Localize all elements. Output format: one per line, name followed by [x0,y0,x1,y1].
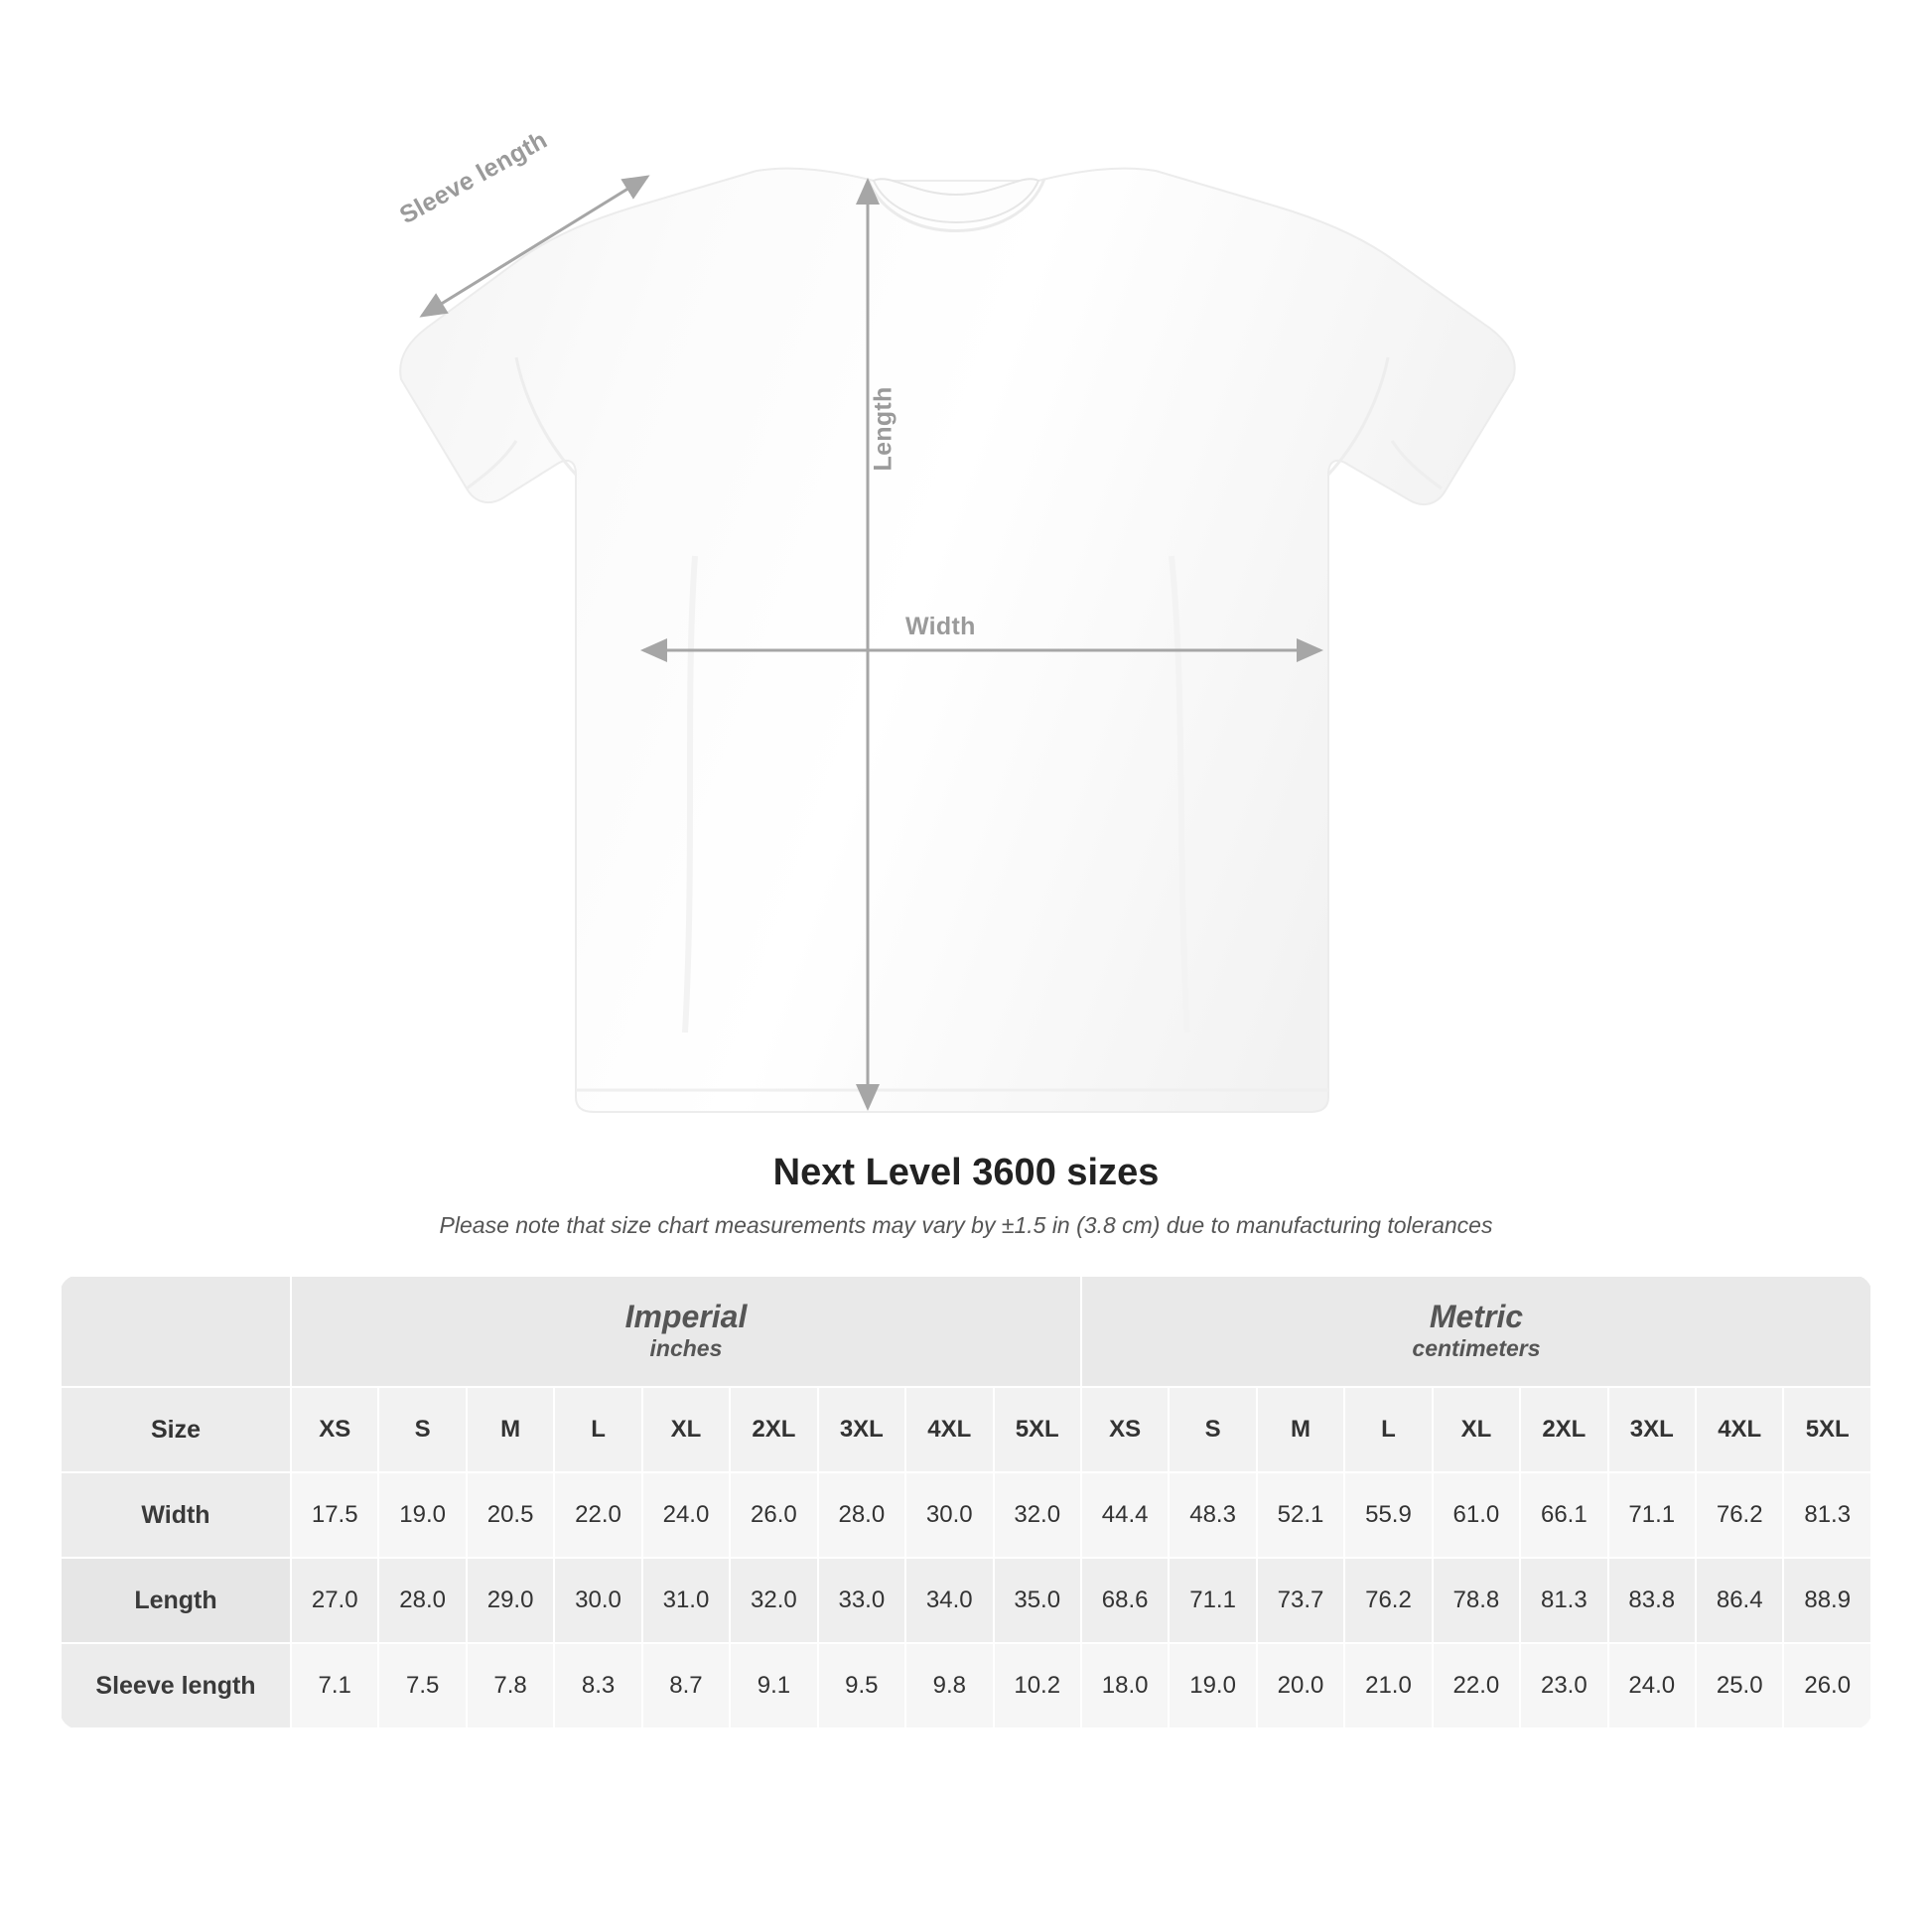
unit-header-metric [1081,1276,1871,1387]
size-header-imperial-l: L [554,1387,641,1472]
cell-width-imperial-l: 22.0 [554,1472,641,1558]
cell-width-imperial-xs: 17.5 [291,1472,378,1558]
unit-metric-sub: centimeters [1412,1335,1541,1362]
cell-length-metric-xl: 78.8 [1433,1558,1520,1643]
row-label-width: Width [61,1472,291,1558]
size-header-imperial-2xl: 2XL [730,1387,817,1472]
cell-sleeve-imperial-3xl: 9.5 [818,1643,905,1728]
size-header-imperial-xl: XL [642,1387,730,1472]
size-header-row [61,1387,1871,1472]
size-header-imperial-m: M [467,1387,554,1472]
size-table-container [60,1275,1872,1729]
cell-width-imperial-3xl: 28.0 [818,1472,905,1558]
cell-length-metric-3xl: 83.8 [1608,1558,1696,1643]
cell-sleeve-imperial-m: 7.8 [467,1643,554,1728]
cell-length-imperial-xl: 31.0 [642,1558,730,1643]
unit-header-row [61,1276,1871,1387]
cell-width-metric-3xl: 71.1 [1608,1472,1696,1558]
size-header-metric-2xl: 2XL [1520,1387,1607,1472]
unit-header-imperial [291,1276,1081,1387]
cell-sleeve-metric-4xl: 25.0 [1696,1643,1783,1728]
cell-sleeve-imperial-2xl: 9.1 [730,1643,817,1728]
table-row [61,1472,1871,1558]
size-table [60,1275,1872,1729]
page-title: Next Level 3600 sizes [772,1152,1160,1193]
unit-imperial-name: Imperial [624,1298,748,1334]
size-header-metric-xl: XL [1433,1387,1520,1472]
cell-sleeve-metric-xl: 22.0 [1433,1643,1520,1728]
cell-sleeve-imperial-4xl: 9.8 [905,1643,993,1728]
cell-width-imperial-2xl: 26.0 [730,1472,817,1558]
size-header-metric-xs: XS [1081,1387,1169,1472]
size-header-imperial-xs: XS [291,1387,378,1472]
cell-length-imperial-l: 30.0 [554,1558,641,1643]
length-dimension-label: Length [869,386,897,472]
cell-length-metric-m: 73.7 [1257,1558,1344,1643]
size-header-metric-3xl: 3XL [1608,1387,1696,1472]
cell-sleeve-metric-2xl: 23.0 [1520,1643,1607,1728]
cell-length-imperial-3xl: 33.0 [818,1558,905,1643]
cell-sleeve-imperial-xl: 8.7 [642,1643,730,1728]
row-label-length: Length [61,1558,291,1643]
row-label-sleeve-length: Sleeve length [61,1643,291,1728]
sleeve-length-dimension-label: Sleeve length [394,125,552,230]
cell-width-imperial-xl: 24.0 [642,1472,730,1558]
cell-width-metric-l: 55.9 [1344,1472,1432,1558]
cell-length-metric-5xl: 88.9 [1783,1558,1871,1643]
unit-metric-name: Metric [1429,1298,1524,1334]
cell-sleeve-imperial-xs: 7.1 [291,1643,378,1728]
title-block [0,1152,1932,1239]
cell-width-imperial-m: 20.5 [467,1472,554,1558]
size-header-imperial-3xl: 3XL [818,1387,905,1472]
size-header-imperial-s: S [378,1387,466,1472]
cell-width-metric-s: 48.3 [1169,1472,1256,1558]
cell-width-imperial-5xl: 32.0 [994,1472,1081,1558]
unit-imperial-sub: inches [649,1335,723,1362]
cell-sleeve-metric-5xl: 26.0 [1783,1643,1871,1728]
size-header-metric-l: L [1344,1387,1432,1472]
cell-sleeve-imperial-l: 8.3 [554,1643,641,1728]
cell-width-metric-xs: 44.4 [1081,1472,1169,1558]
size-header-metric-5xl: 5XL [1783,1387,1871,1472]
cell-length-metric-4xl: 86.4 [1696,1558,1783,1643]
cell-width-imperial-4xl: 30.0 [905,1472,993,1558]
cell-sleeve-imperial-s: 7.5 [378,1643,466,1728]
cell-sleeve-metric-3xl: 24.0 [1608,1643,1696,1728]
cell-sleeve-metric-m: 20.0 [1257,1643,1344,1728]
size-header-metric-s: S [1169,1387,1256,1472]
cell-sleeve-metric-xs: 18.0 [1081,1643,1169,1728]
cell-length-imperial-xs: 27.0 [291,1558,378,1643]
size-header-metric-m: M [1257,1387,1344,1472]
table-row [61,1643,1871,1728]
cell-length-metric-s: 71.1 [1169,1558,1256,1643]
cell-length-imperial-4xl: 34.0 [905,1558,993,1643]
cell-length-imperial-2xl: 32.0 [730,1558,817,1643]
cell-sleeve-metric-s: 19.0 [1169,1643,1256,1728]
cell-width-metric-m: 52.1 [1257,1472,1344,1558]
cell-width-metric-xl: 61.0 [1433,1472,1520,1558]
cell-width-metric-4xl: 76.2 [1696,1472,1783,1558]
unit-header-spacer [61,1276,291,1387]
cell-sleeve-metric-l: 21.0 [1344,1643,1432,1728]
width-dimension-label: Width [905,613,976,640]
cell-length-metric-l: 76.2 [1344,1558,1432,1643]
size-header-metric-4xl: 4XL [1696,1387,1783,1472]
cell-length-imperial-m: 29.0 [467,1558,554,1643]
size-header-imperial-4xl: 4XL [905,1387,993,1472]
size-label-header: Size [61,1387,291,1472]
cell-width-imperial-s: 19.0 [378,1472,466,1558]
cell-length-imperial-5xl: 35.0 [994,1558,1081,1643]
cell-length-metric-xs: 68.6 [1081,1558,1169,1643]
cell-sleeve-imperial-5xl: 10.2 [994,1643,1081,1728]
cell-length-imperial-s: 28.0 [378,1558,466,1643]
cell-length-metric-2xl: 81.3 [1520,1558,1607,1643]
cell-width-metric-5xl: 81.3 [1783,1472,1871,1558]
size-header-imperial-5xl: 5XL [994,1387,1081,1472]
tolerance-note: Please note that size chart measurements may vary by ±1.5 in (3.8 cm) due to manufacturing tolerances [439,1212,1493,1238]
cell-width-metric-2xl: 66.1 [1520,1472,1607,1558]
table-row [61,1558,1871,1643]
